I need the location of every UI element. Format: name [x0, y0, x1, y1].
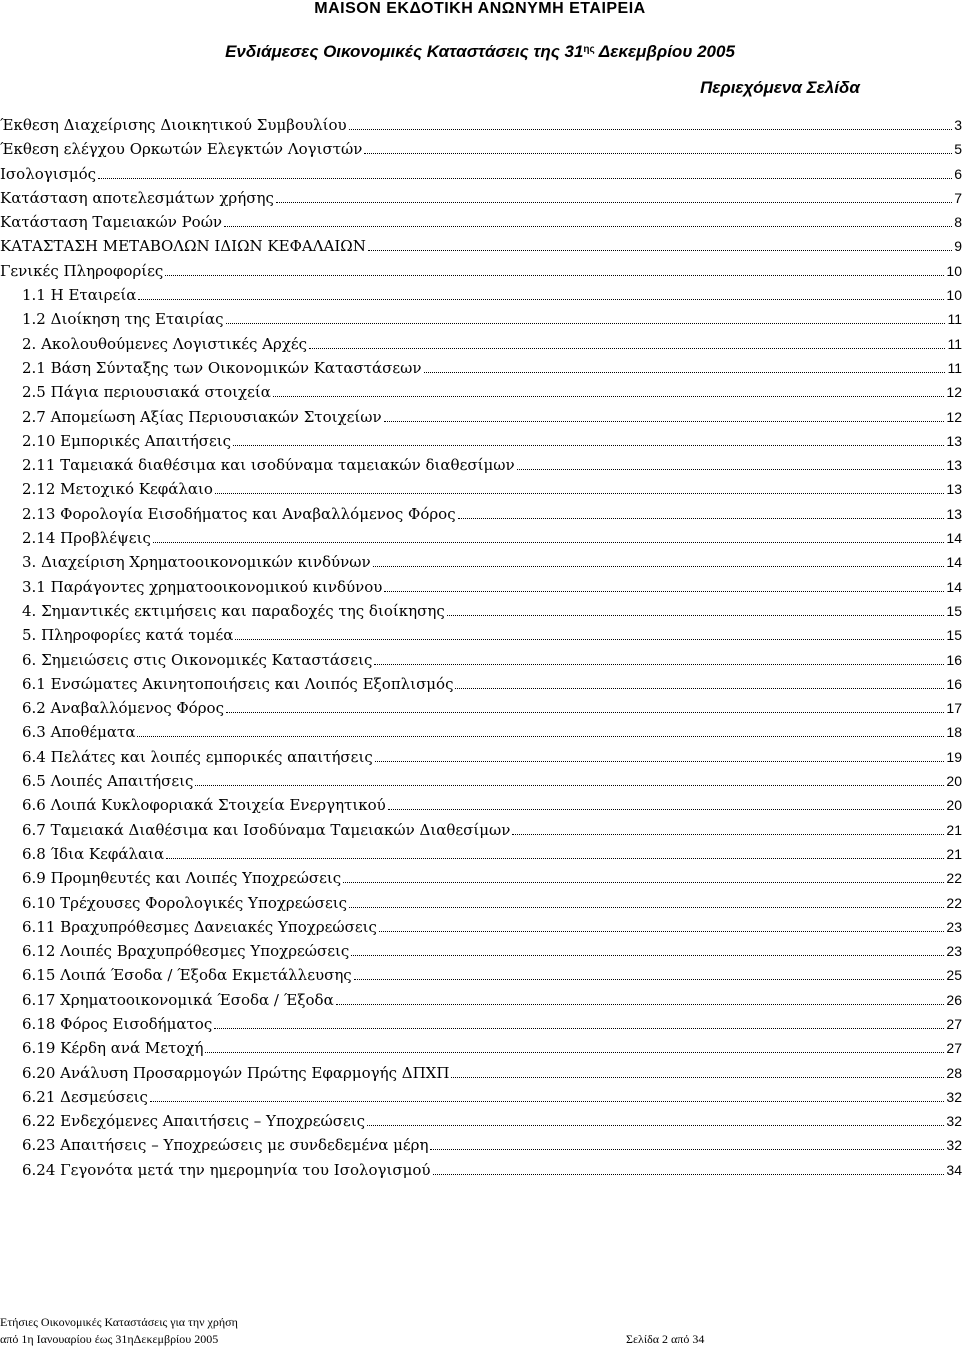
toc-entry-title: 6.19 Κέρδη ανά Μετοχή — [22, 1039, 204, 1058]
toc-entry[interactable] — [0, 963, 962, 987]
toc-entry-page: 17 — [946, 700, 962, 717]
dot-leader — [273, 390, 945, 397]
dot-leader — [215, 487, 944, 494]
toc-entry-page: 7 — [954, 189, 962, 206]
toc-entry-title: 6.17 Χρηματοοικονομικά Έσοδα / Έξοδα — [22, 990, 334, 1009]
toc-entry-title: 2.13 Φορολογία Εισοδήματος και Αναβαλλόμενος Φόρος — [22, 504, 456, 523]
toc-entry[interactable] — [0, 1036, 962, 1060]
toc-entry-page: 6 — [954, 165, 962, 182]
dot-leader — [235, 633, 944, 640]
toc-entry[interactable] — [0, 186, 962, 210]
toc-entry[interactable] — [0, 259, 962, 283]
toc-entry-page: 12 — [946, 384, 962, 401]
dot-leader — [367, 1119, 944, 1126]
dot-leader — [276, 196, 952, 203]
document-subtitle — [0, 40, 960, 66]
toc-entry-page: 16 — [946, 651, 962, 668]
toc-entry-page: 12 — [946, 408, 962, 425]
toc-entry[interactable] — [0, 332, 962, 356]
toc-entry-title: 6.23 Απαιτήσεις – Υποχρεώσεις με συνδεδεμένα μέρη — [22, 1136, 429, 1155]
toc-entry-title: 2.12 Μετοχικό Κεφάλαιο — [22, 480, 213, 499]
toc-entry-page: 23 — [946, 943, 962, 960]
dot-leader — [384, 415, 945, 422]
toc-entry-title: Ισολογισμός — [0, 164, 96, 183]
toc-entry-page: 20 — [946, 773, 962, 790]
dot-leader — [214, 1022, 944, 1029]
toc-entry-title: 6.20 Ανάλυση Προσαρμογών Πρώτης Εφαρμογής ΔΠΧΠ — [22, 1063, 450, 1082]
toc-entry[interactable] — [0, 380, 962, 404]
toc-entry-page: 5 — [954, 141, 962, 158]
toc-entry-title: Έκθεση ελέγχου Ορκωτών Ελεγκτών Λογιστών — [0, 140, 363, 159]
toc-entry-title: 3. Διαχείριση Χρηματοοικονομικών κινδύνων — [22, 553, 371, 572]
dot-leader — [388, 803, 945, 810]
dot-leader — [224, 220, 952, 227]
toc-entry-title: 6. Σημειώσεις στις Οικονομικές Καταστάσεις — [22, 650, 373, 669]
toc-entry[interactable] — [0, 866, 962, 890]
toc-entry-title: 6.3 Αποθέματα — [22, 723, 136, 742]
toc-entry-page: 21 — [946, 821, 962, 838]
toc-entry-page: 11 — [947, 335, 962, 352]
subtitle-superscript: ης — [583, 44, 595, 55]
toc-entry[interactable] — [0, 648, 962, 672]
dot-leader — [205, 1046, 944, 1053]
toc-entry-title: 6.9 Προμηθευτές και Λοιπές Υποχρεώσεις — [22, 869, 342, 888]
toc-entry[interactable] — [0, 672, 962, 696]
dot-leader — [447, 609, 945, 616]
dot-leader — [455, 682, 944, 689]
toc-entry[interactable] — [0, 1085, 962, 1109]
toc-entry-page: 20 — [946, 797, 962, 814]
toc-entry-title: 2.1 Βάση Σύνταξης των Οικονομικών Καταστάσεων — [22, 358, 422, 377]
dot-leader — [433, 1168, 945, 1175]
toc-entry-page: 23 — [946, 918, 962, 935]
dot-leader — [137, 730, 944, 737]
dot-leader — [195, 779, 944, 786]
toc-entry-page: 32 — [946, 1113, 962, 1130]
toc-entry-title: Κατάσταση Ταμειακών Ροών — [0, 213, 223, 232]
toc-entry-title: 6.11 Βραχυπρόθεσμες Δανειακές Υποχρεώσεις — [22, 917, 377, 936]
toc-entry[interactable] — [0, 1012, 962, 1036]
toc-entry-page: 28 — [946, 1064, 962, 1081]
toc-entry-title: 6.10 Τρέχουσες Φορολογικές Υποχρεώσεις — [22, 893, 348, 912]
dot-leader — [375, 755, 945, 762]
toc-entry[interactable] — [0, 623, 962, 647]
toc-entry-page: 16 — [946, 675, 962, 692]
dot-leader — [309, 342, 945, 349]
toc-entry-title: 6.18 Φόρος Εισοδήματος — [22, 1014, 213, 1033]
toc-entry[interactable] — [0, 818, 962, 842]
toc-entry[interactable] — [0, 1061, 962, 1085]
toc-entry-page: 13 — [946, 432, 962, 449]
toc-entry-page: 13 — [946, 481, 962, 498]
dot-leader — [364, 147, 952, 154]
toc-entry-title: 6.21 Δεσμεύσεις — [22, 1087, 148, 1106]
toc-entry-page: 14 — [946, 554, 962, 571]
dot-leader — [165, 269, 944, 276]
toc-entry-page: 14 — [946, 530, 962, 547]
toc-entry-page: 22 — [946, 894, 962, 911]
dot-leader — [153, 536, 945, 543]
toc-entry-title: ΚΑΤΑΣΤΑΣΗ ΜΕΤΑΒΟΛΩΝ ΙΔΙΩΝ ΚΕΦΑΛΑΙΩΝ — [0, 237, 366, 256]
toc-entry[interactable] — [0, 137, 962, 161]
dot-leader — [166, 852, 944, 859]
toc-entry-title: Γενικές Πληροφορίες — [0, 261, 164, 280]
toc-entry-title: 6.2 Αναβαλλόμενος Φόρος — [22, 699, 224, 718]
dot-leader — [517, 463, 945, 470]
toc-entry-title: 1.1 Η Εταιρεία — [22, 286, 137, 305]
dot-leader — [98, 172, 952, 179]
toc-entry[interactable] — [0, 162, 962, 186]
toc-entry[interactable] — [0, 526, 962, 550]
toc-entry-title: 1.2 Διοίκηση της Εταιρίας — [22, 310, 224, 329]
dot-leader — [368, 244, 952, 251]
dot-leader — [351, 949, 944, 956]
toc-entry-title: 4. Σημαντικές εκτιμήσεις και παραδοχές της διοίκησης — [22, 601, 445, 620]
toc-entry-title: 6.5 Λοιπές Απαιτήσεις — [22, 772, 194, 791]
dot-leader — [226, 317, 946, 324]
toc-entry[interactable] — [0, 599, 962, 623]
toc-entry[interactable] — [0, 113, 962, 137]
toc-entry[interactable] — [0, 307, 962, 331]
toc-entry-title: 2.10 Εμπορικές Απαιτήσεις — [22, 431, 232, 450]
toc-entry-title: 6.12 Λοιπές Βραχυπρόθεσμες Υποχρεώσεις — [22, 942, 350, 961]
toc-entry[interactable] — [0, 405, 962, 429]
toc-entry-page: 32 — [946, 1137, 962, 1154]
toc-entry[interactable] — [0, 1158, 962, 1182]
toc-entry-title: 6.6 Λοιπά Κυκλοφοριακά Στοιχεία Ενεργητικού — [22, 796, 386, 815]
toc-entry-title: 2.5 Πάγια περιουσιακά στοιχεία — [22, 383, 271, 402]
toc-entry[interactable] — [0, 550, 962, 574]
toc-entry[interactable] — [0, 575, 962, 599]
dot-leader — [424, 366, 946, 373]
toc-entry-title: 2. Ακολουθούμενες Λογιστικές Αρχές — [22, 334, 308, 353]
toc-entry[interactable] — [0, 429, 962, 453]
toc-entry-page: 13 — [946, 505, 962, 522]
dot-leader — [354, 973, 945, 980]
toc-entry[interactable] — [0, 696, 962, 720]
toc-entry-page: 11 — [947, 359, 962, 376]
subtitle-date: Δεκεμβρίου 2005 — [594, 42, 735, 61]
toc-entry-page: 21 — [946, 845, 962, 862]
toc-entry[interactable] — [0, 502, 962, 526]
subtitle-text: Ενδιάμεσες Οικονομικές Καταστάσεις της 31 — [225, 42, 584, 61]
toc-entry-page: 22 — [946, 870, 962, 887]
toc-entry-title: 3.1 Παράγοντες χρηματοοικονομικού κινδύνου — [22, 577, 383, 596]
toc-entry[interactable] — [0, 915, 962, 939]
dot-leader — [373, 560, 945, 567]
toc-entry-page: 3 — [954, 117, 962, 133]
dot-leader — [430, 1143, 944, 1150]
dot-leader — [458, 512, 945, 519]
footer-line-1: Ετήσιες Οικονομικές Καταστάσεις για την χρήση — [0, 1315, 238, 1329]
toc-entry-title: Έκθεση Διαχείρισης Διοικητικού Συμβουλίου — [0, 116, 347, 134]
dot-leader — [349, 123, 953, 130]
toc-entry[interactable] — [0, 939, 962, 963]
toc-entry-title: 2.11 Ταμειακά διαθέσιμα και ισοδύναμα ταμειακών διαθεσίμων — [22, 456, 515, 475]
toc-entry[interactable] — [0, 842, 962, 866]
toc-entry-title: 2.7 Απομείωση Αξίας Περιουσιακών Στοιχείων — [22, 407, 382, 426]
toc-entry-page: 11 — [947, 311, 962, 328]
toc-entry-title: 5. Πληροφορίες κατά τομέα — [22, 626, 234, 645]
toc-entry[interactable] — [0, 988, 962, 1012]
dot-leader — [343, 876, 944, 883]
toc-entry-page: 13 — [946, 457, 962, 474]
footer-page-number: Σελίδα 2 από 34 — [626, 1332, 705, 1346]
toc-entry-page: 27 — [946, 1015, 962, 1032]
footer-period: από 1η Ιανουαρίου έως 31ηΔεκεμβρίου 2005 — [0, 1332, 219, 1346]
dot-leader — [233, 439, 944, 446]
toc-entry[interactable] — [0, 793, 962, 817]
dot-leader — [384, 585, 944, 592]
toc-entry[interactable] — [0, 769, 962, 793]
toc-entry-title: Κατάσταση αποτελεσμάτων χρήσης — [0, 188, 274, 207]
toc-entry-page: 10 — [946, 287, 962, 304]
dot-leader — [138, 293, 944, 300]
toc-entry[interactable] — [0, 234, 962, 258]
toc-entry[interactable] — [0, 356, 962, 380]
toc-entry-title: 6.8 Ίδια Κεφάλαια — [22, 844, 165, 863]
toc-entry-title: 6.7 Ταμειακά Διαθέσιμα και Ισοδύναμα Ταμειακών Διαθεσίμων — [22, 820, 511, 839]
dot-leader — [451, 1071, 944, 1078]
dot-leader — [374, 658, 944, 665]
toc-header: Περιεχόμενα Σελίδα — [700, 78, 860, 97]
toc-entry-title: 6.15 Λοιπά Έσοδα / Έξοδα Εκμετάλλευσης — [22, 966, 352, 985]
toc-entry-page: 34 — [946, 1161, 962, 1178]
footer-line-2 — [0, 1332, 960, 1346]
dot-leader — [349, 901, 944, 908]
toc-entry[interactable] — [0, 477, 962, 501]
toc-entry[interactable] — [0, 453, 962, 477]
toc-entry[interactable] — [0, 1133, 962, 1157]
toc-entry[interactable] — [0, 745, 962, 769]
toc-entry-page: 27 — [946, 1040, 962, 1057]
toc-entry-title: 6.1 Ενσώματες Ακινητοποιήσεις και Λοιπός Εξοπλισμός — [22, 674, 454, 693]
toc-entry[interactable] — [0, 720, 962, 744]
toc-entry[interactable] — [0, 210, 962, 234]
toc-entry-page: 8 — [954, 214, 962, 231]
toc-entry[interactable] — [0, 283, 962, 307]
company-name: MAISON ΕΚΔΟΤΙΚΗ ΑΝΩΝΥΜΗ ΕΤΑΙΡΕΙΑ — [314, 0, 646, 17]
toc-entry-title: 6.4 Πελάτες και λοιπές εμπορικές απαιτήσεις — [22, 747, 373, 766]
toc-entry-page: 14 — [946, 578, 962, 595]
toc-entry-page: 15 — [946, 627, 962, 644]
toc-entry-page: 18 — [946, 724, 962, 741]
toc-entry-title: 6.24 Γεγονότα μετά την ημερομηνία του Ισολογισμού — [22, 1160, 431, 1179]
toc-entry-page: 32 — [946, 1088, 962, 1105]
toc-entry-title: 6.22 Ενδεχόμενες Απαιτήσεις – Υποχρεώσεις — [22, 1112, 366, 1131]
toc-entry-page: 25 — [946, 967, 962, 984]
toc-entry-page: 9 — [954, 238, 962, 255]
toc-entry[interactable] — [0, 1109, 962, 1133]
dot-leader — [512, 828, 944, 835]
dot-leader — [150, 1095, 944, 1102]
toc-entry[interactable] — [0, 891, 962, 915]
toc-entry-page: 26 — [946, 991, 962, 1008]
dot-leader — [379, 925, 944, 932]
dot-leader — [336, 998, 945, 1005]
dot-leader — [226, 706, 944, 713]
toc-entry-page: 19 — [946, 748, 962, 765]
table-of-contents — [0, 113, 962, 1182]
toc-entry-page: 15 — [946, 602, 962, 619]
toc-entry-title: 2.14 Προβλέψεις — [22, 529, 151, 548]
toc-entry-page: 10 — [946, 262, 962, 279]
